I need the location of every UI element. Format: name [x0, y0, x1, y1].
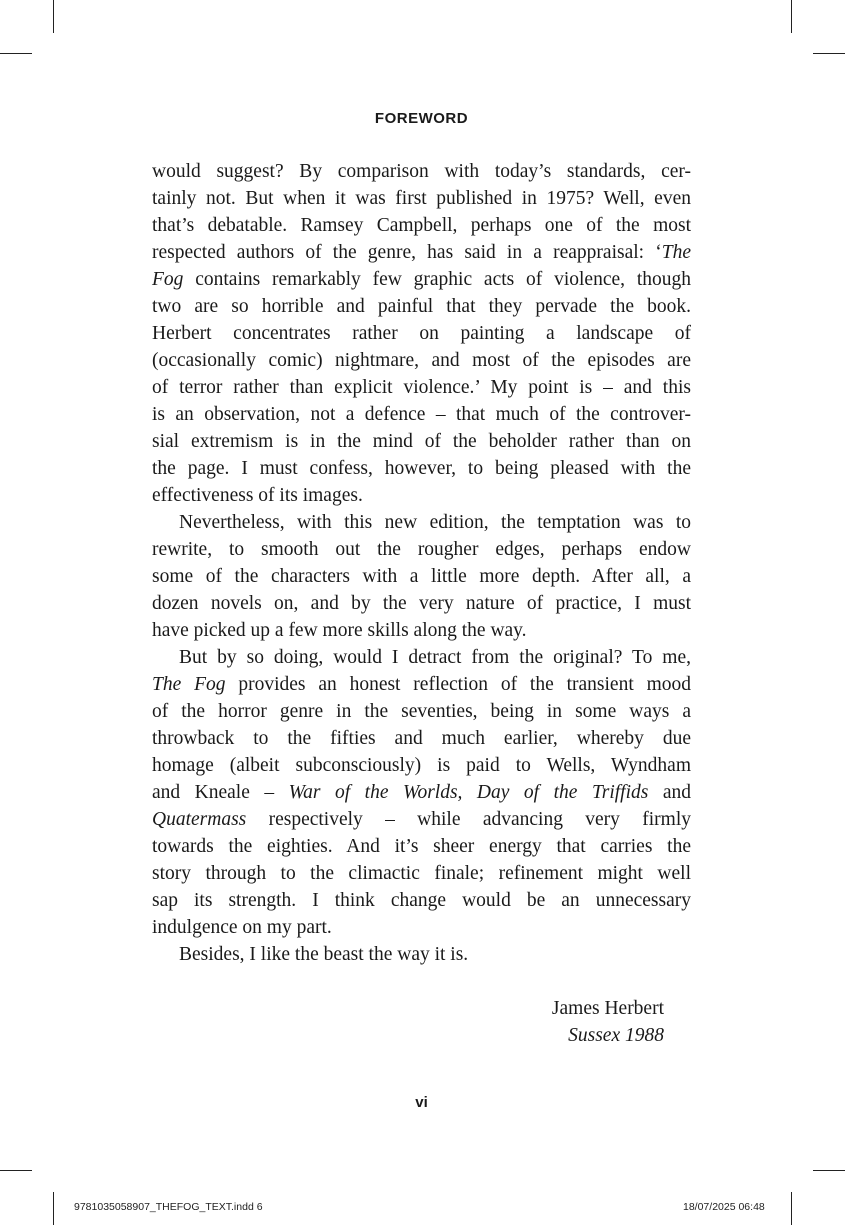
text-line: But by so doing, would I detract from the original? To me,	[179, 647, 691, 668]
paragraph	[152, 644, 691, 941]
text-line: The Fog provides an honest reflection of the transient mood	[152, 674, 691, 695]
crop-mark	[813, 1170, 845, 1171]
slug-filename: 9781035058907_THEFOG_TEXT.indd 6	[74, 1201, 263, 1213]
text-line: rewrite, to smooth out the rougher edges, perhaps endow	[152, 539, 691, 560]
italic-title: Fog	[152, 269, 184, 290]
text-line: the page. I must confess, however, to being pleased with the	[152, 458, 691, 479]
text-line: Besides, I like the beast the way it is.	[179, 944, 469, 965]
text-line: two are so horrible and painful that they pervade the book.	[152, 296, 691, 317]
crop-mark	[791, 0, 792, 33]
crop-mark	[0, 53, 32, 54]
text-line: sial extremism is in the mind of the beholder rather than on	[152, 431, 691, 452]
crop-mark	[791, 1192, 792, 1225]
text-line: story through to the climactic finale; refinement might well	[152, 863, 691, 884]
slug-timestamp: 18/07/2025 06:48	[683, 1201, 765, 1213]
text-line: would suggest? By comparison with today’s standards, cer-	[152, 161, 691, 182]
paragraph	[152, 941, 691, 968]
text-line: of the horror genre in the seventies, being in some ways a	[152, 701, 691, 722]
italic-title: War of the Worlds, Day of the Triffids	[288, 782, 649, 803]
page-number: vi	[415, 1094, 428, 1111]
italic-title: The Fog	[152, 674, 226, 695]
text-line: (occasionally comic) nightmare, and most of the episodes are	[152, 350, 691, 371]
paragraph	[152, 509, 691, 644]
text-line: Quatermass respectively – while advancing very firmly	[152, 809, 691, 830]
italic-title: The	[661, 242, 691, 263]
signature-author: James Herbert	[551, 998, 664, 1019]
signature-place: Sussex 1988	[568, 1025, 664, 1046]
crop-mark	[53, 0, 54, 33]
text-line: homage (albeit subconsciously) is paid to Wells, Wyndham	[152, 755, 691, 776]
crop-mark	[53, 1192, 54, 1225]
text-line: dozen novels on, and by the very nature of practice, I must	[152, 593, 691, 614]
text-line: indulgence on my part.	[152, 917, 332, 938]
signature	[152, 995, 664, 1049]
text-line: and Kneale – War of the Worlds, Day of the Triffids and	[152, 782, 691, 803]
text-line: is an observation, not a defence – that much of the controver-	[152, 404, 691, 425]
text-line: tainly not. But when it was first published in 1975? Well, even	[152, 188, 691, 209]
crop-mark	[813, 53, 845, 54]
body-text	[152, 158, 691, 968]
text-line: Nevertheless, with this new edition, the temptation was to	[179, 512, 691, 533]
text-line: have picked up a few more skills along the way.	[152, 620, 527, 641]
text-line: throwback to the fifties and much earlier, whereby due	[152, 728, 691, 749]
paragraph	[152, 158, 691, 509]
text-line: that’s debatable. Ramsey Campbell, perhaps one of the most	[152, 215, 691, 236]
text-line: Fog contains remarkably few graphic acts of violence, though	[152, 269, 691, 290]
text-line: towards the eighties. And it’s sheer energy that carries the	[152, 836, 691, 857]
text-line: of terror rather than explicit violence.’ My point is – and this	[152, 377, 691, 398]
text-line: some of the characters with a little more depth. After all, a	[152, 566, 691, 587]
italic-title: Quatermass	[152, 809, 247, 830]
text-line: Herbert concentrates rather on painting a landscape of	[152, 323, 691, 344]
crop-mark	[0, 1170, 32, 1171]
text-line: effectiveness of its images.	[152, 485, 363, 506]
text-line: respected authors of the genre, has said in a reappraisal: ‘The	[152, 242, 691, 263]
running-head: FOREWORD	[374, 110, 469, 127]
text-line: sap its strength. I think change would be an unnecessary	[152, 890, 691, 911]
